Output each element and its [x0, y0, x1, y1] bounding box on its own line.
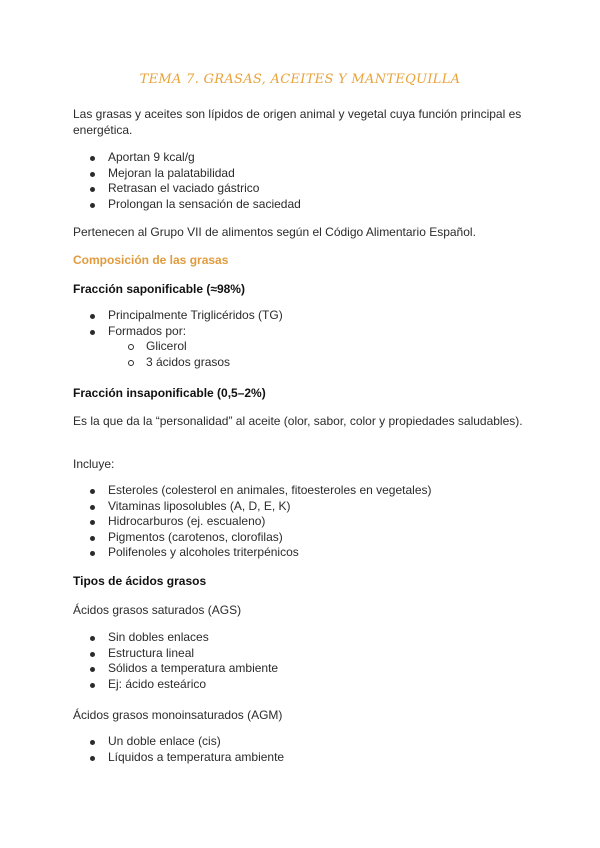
list-item: Sólidos a temperatura ambiente [90, 661, 278, 677]
list-item: Prolongan la sensación de saciedad [90, 197, 301, 213]
list-item: Pigmentos (carotenos, clorofilas) [90, 530, 432, 546]
intro-paragraph: Las grasas y aceites son lípidos de origen animal y vegetal cuya función principal es energética. [73, 107, 522, 137]
list-item: Un doble enlace (cis) [90, 734, 284, 750]
list-item: Retrasan el vaciado gástrico [90, 181, 301, 197]
agm-list [90, 734, 284, 765]
saponificable-heading: Fracción saponificable (≈98%) [73, 282, 245, 296]
tipos-heading: Tipos de ácidos grasos [73, 574, 207, 588]
grupo-paragraph: Pertenecen al Grupo VII de alimentos según el Código Alimentario Español. [73, 225, 476, 239]
list-item: Formados por: [90, 324, 283, 340]
list-item: Aportan 9 kcal/g [90, 150, 301, 166]
sublist-item: 3 ácidos grasos [128, 355, 230, 371]
list-item: Hidrocarburos (ej. escualeno) [90, 514, 432, 530]
sublist-item: Glicerol [128, 339, 230, 355]
list-item: Estructura lineal [90, 646, 278, 662]
incluye-label: Incluye: [73, 457, 115, 471]
list-item: Mejoran la palatabilidad [90, 166, 301, 182]
ags-label: Ácidos grasos saturados (AGS) [73, 603, 242, 617]
insaponificable-heading: Fracción insaponificable (0,5–2%) [73, 386, 266, 400]
list-item: Líquidos a temperatura ambiente [90, 750, 284, 766]
list-item: Vitaminas liposolubles (A, D, E, K) [90, 499, 432, 515]
insaponificable-description: Es la que da la “personalidad” al aceite (olor, sabor, color y propiedades saludables). [73, 414, 523, 428]
list-item: Esteroles (colesterol en animales, fitoesteroles en vegetales) [90, 483, 432, 499]
agm-label: Ácidos grasos monoinsaturados (AGM) [73, 708, 283, 722]
document-title: TEMA 7. GRASAS, ACEITES Y MANTEQUILLA [139, 72, 461, 87]
insaponificable-list [90, 483, 432, 561]
intro-list [90, 150, 301, 212]
composicion-heading: Composición de las grasas [73, 253, 229, 267]
ags-list [90, 630, 278, 692]
list-item: Polifenoles y alcoholes triterpénicos [90, 545, 432, 561]
list-item: Ej: ácido esteárico [90, 677, 278, 693]
saponificable-list [90, 308, 283, 339]
list-item: Sin dobles enlaces [90, 630, 278, 646]
list-item: Principalmente Triglicéridos (TG) [90, 308, 283, 324]
saponificable-sublist [128, 339, 230, 370]
